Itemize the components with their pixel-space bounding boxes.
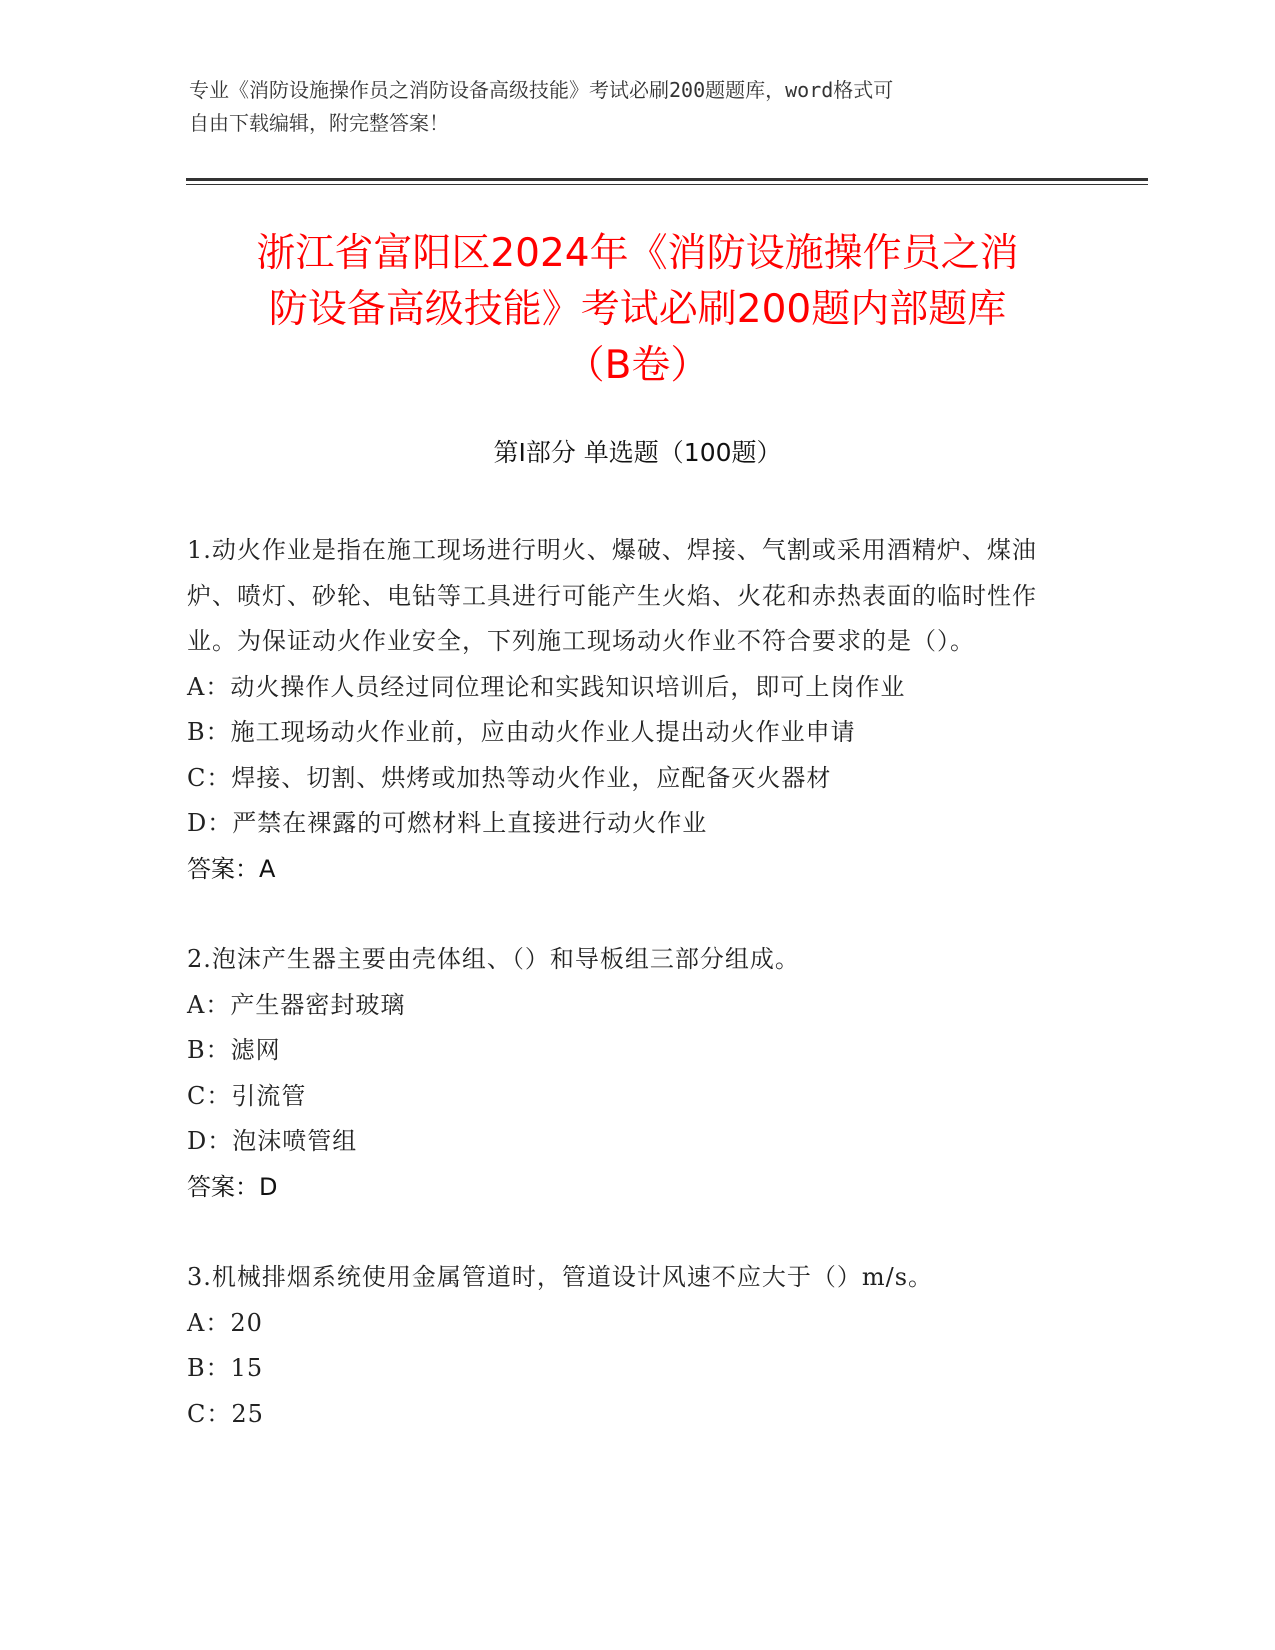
question-1	[187, 528, 1057, 892]
question-2	[187, 937, 1057, 1210]
option-c: C：引流管	[187, 1081, 307, 1110]
document-title	[150, 226, 1125, 394]
section-heading: 第Ⅰ部分 单选题（100题）	[493, 438, 782, 467]
header-note-line-1: 专业《消防设施操作员之消防设备高级技能》考试必刷200题题库，word格式可	[189, 78, 894, 102]
option-a: A：动火操作人员经过同位理论和实践知识培训后，即可上岗作业	[187, 672, 906, 701]
option-d: D：泡沫喷管组	[187, 1127, 358, 1155]
question-stem: 1.动火作业是指在施工现场进行明火、爆破、焊接、气割或采用酒精炉、煤油炉、喷灯、砂轮、电钻等工具进行可能产生火焰、火花和赤热表面的临时性作业。为保证动火作业安全，下列施工现场动火作业不符合要求的是（）。	[187, 536, 1037, 655]
answer-line: 答案：D	[187, 1172, 278, 1201]
document-title-line-2: 防设备高级技能》考试必刷200题内部题库	[268, 287, 1007, 332]
option-a: A：20	[187, 1308, 263, 1337]
header-rule-thick	[186, 178, 1148, 181]
option-c: C：25	[187, 1399, 264, 1428]
option-c: C：焊接、切割、烘烤或加热等动火作业，应配备灭火器材	[187, 763, 832, 792]
header-rule-thin	[186, 184, 1148, 185]
header-note-line-2: 自由下载编辑，附完整答案！	[189, 111, 449, 135]
header-note	[189, 74, 1069, 140]
question-3	[187, 1255, 1057, 1437]
question-stem: 2.泡沫产生器主要由壳体组、（）和导板组三部分组成。	[187, 945, 800, 973]
answer-line: 答案：A	[187, 854, 276, 883]
option-d: D：严禁在裸露的可燃材料上直接进行动火作业	[187, 809, 708, 837]
document-title-line-3: （B卷）	[565, 343, 710, 388]
question-list	[187, 528, 1057, 1482]
option-b: B：施工现场动火作业前，应由动火作业人提出动火作业申请	[187, 718, 856, 746]
question-stem: 3.机械排烟系统使用金属管道时，管道设计风速不应大于（）m/s。	[187, 1263, 934, 1291]
document-title-line-1: 浙江省富阳区2024年《消防设施操作员之消	[256, 231, 1019, 276]
option-b: B：15	[187, 1354, 264, 1382]
option-b: B：滤网	[187, 1036, 281, 1064]
option-a: A：产生器密封玻璃	[187, 990, 406, 1019]
